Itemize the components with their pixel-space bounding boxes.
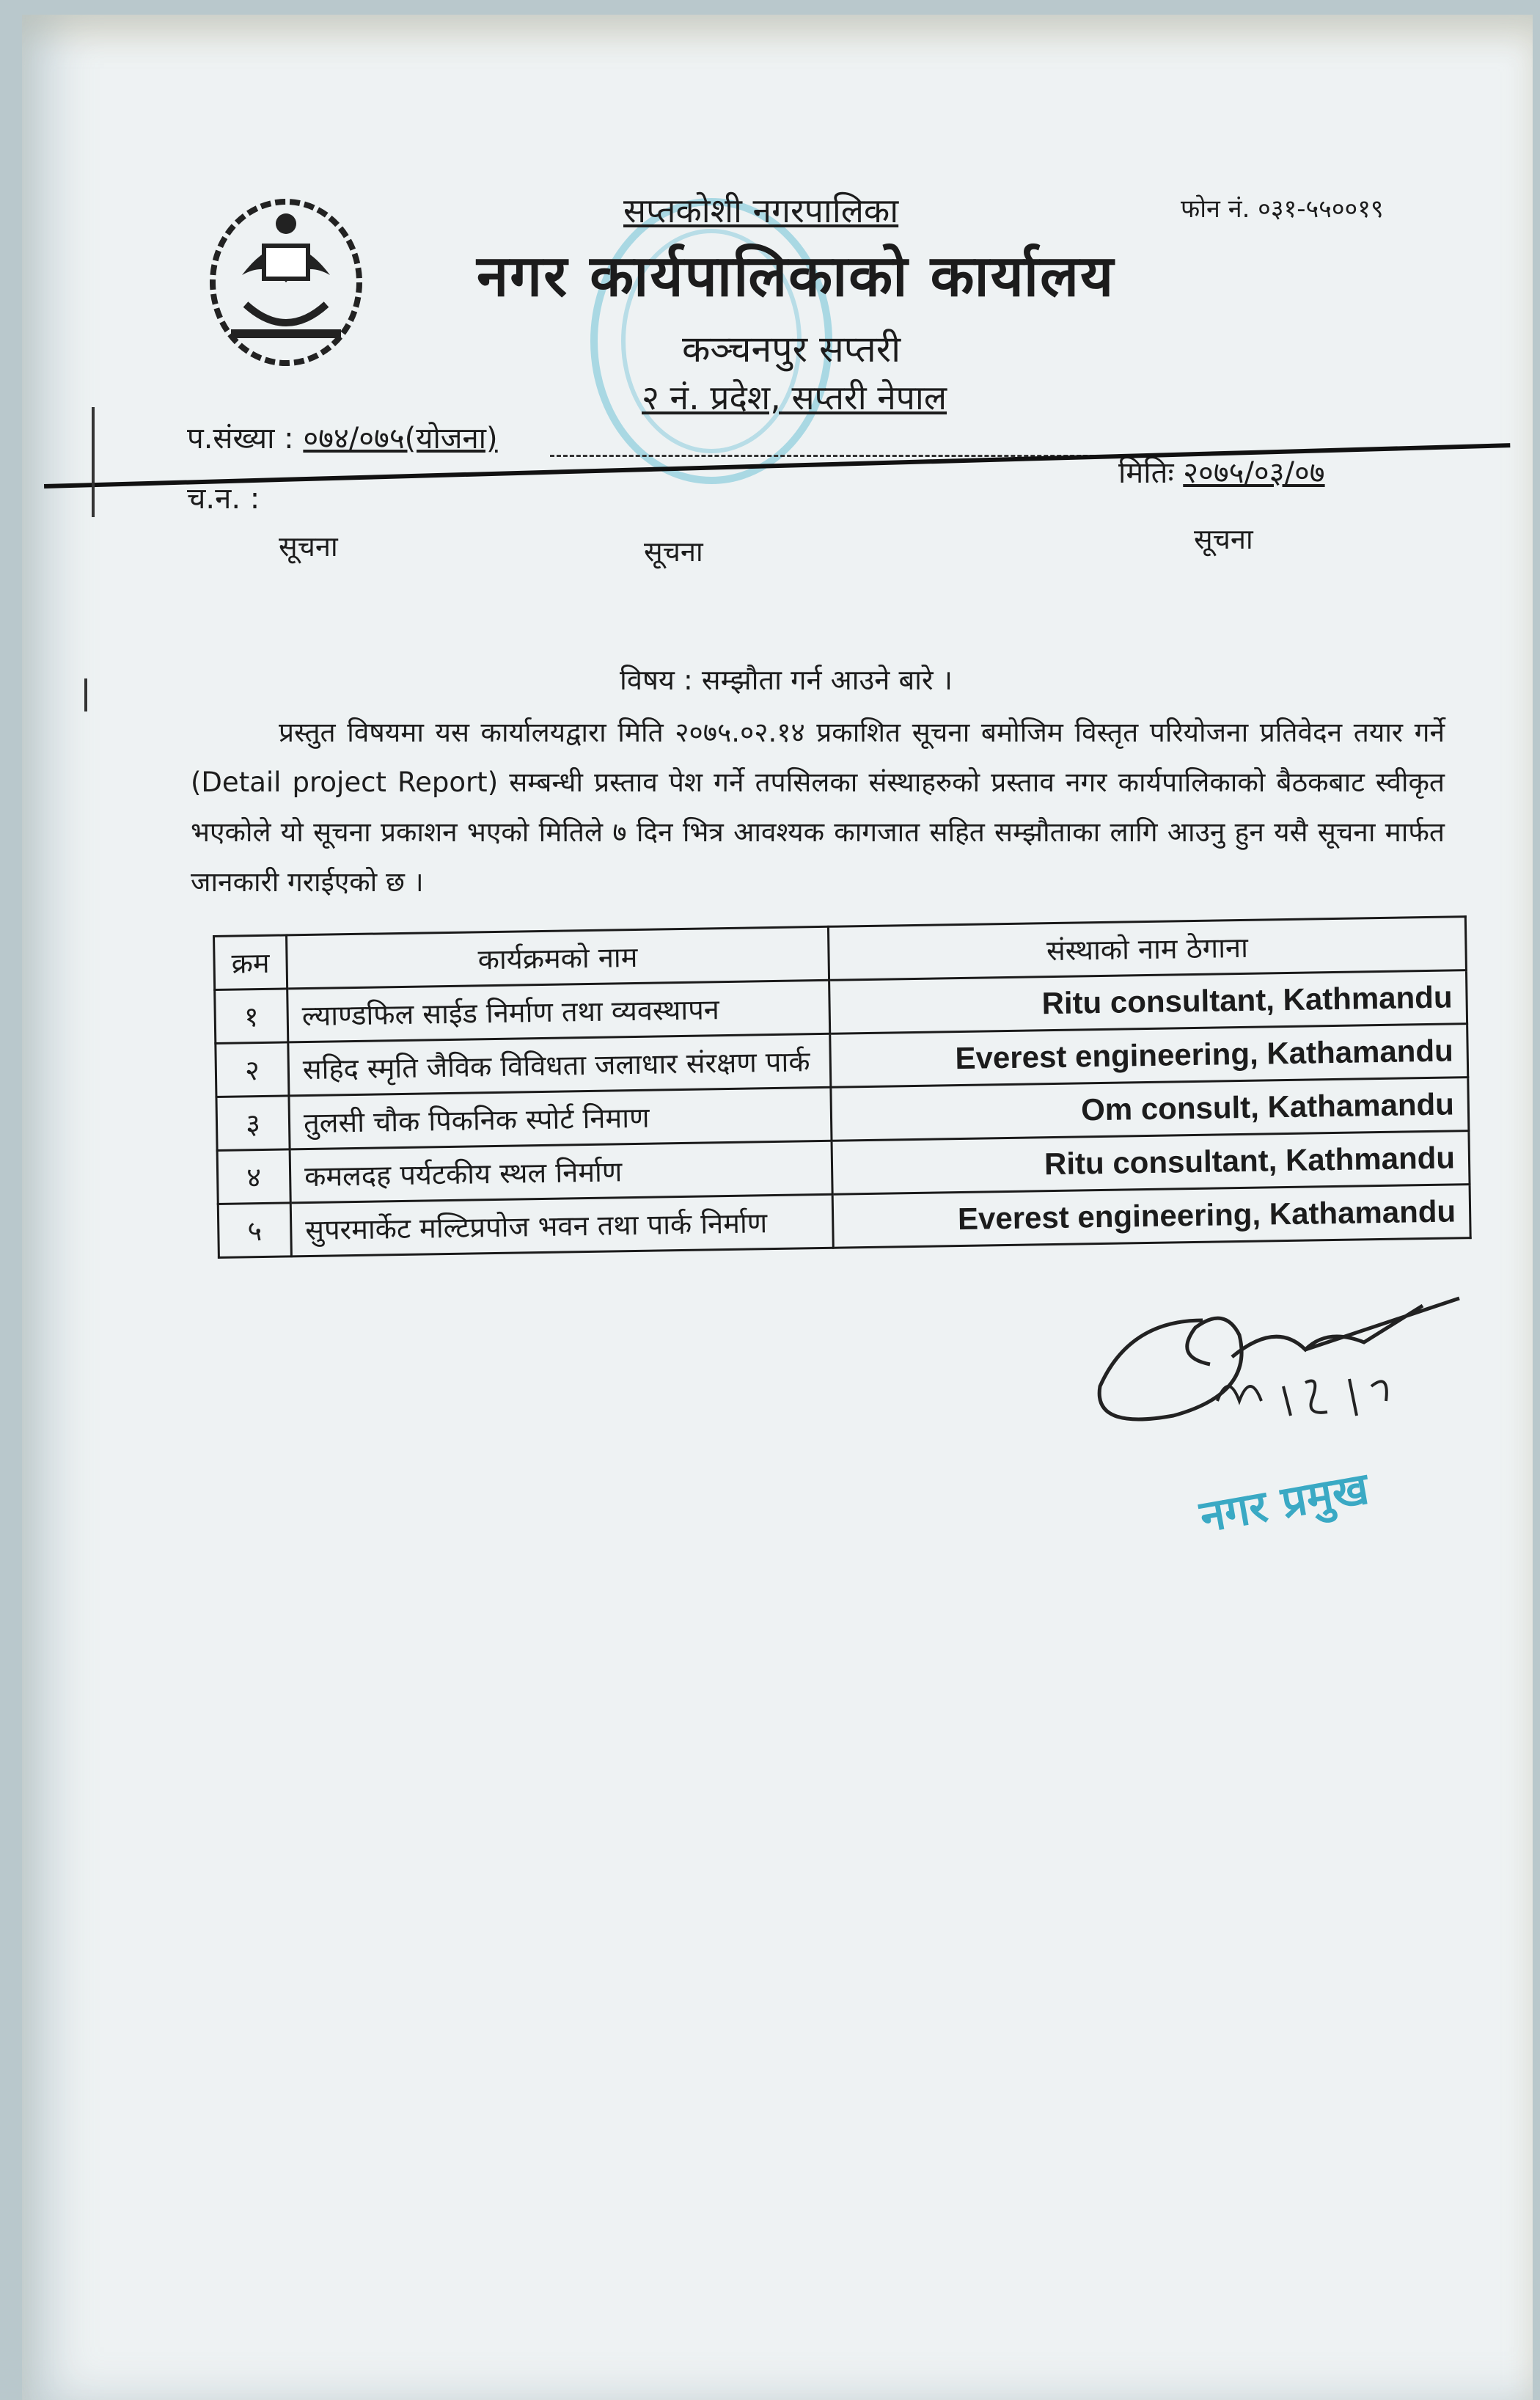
date-value: २०७५/०३/०७ xyxy=(1183,456,1325,490)
mayor-signature-icon xyxy=(1085,1276,1467,1452)
row-organization: Ritu consultant, Kathmandu xyxy=(829,970,1467,1034)
row-program: सुपरमार्केट मल्टिप्रपोज भवन तथा पार्क निर्माण xyxy=(290,1194,833,1256)
row-organization: Everest engineering, Kathamandu xyxy=(830,1024,1468,1088)
row-program: सहिद स्मृति जैविक विविधता जलाधार संरक्षण पार्क xyxy=(288,1033,831,1096)
row-program: तुलसी चौक पिकनिक स्पोर्ट निमाण xyxy=(289,1087,832,1149)
dispatch-number: च.न. : xyxy=(187,482,260,516)
office-title: नगर कार्यपालिकाको कार्यालय xyxy=(477,244,1115,310)
margin-tick xyxy=(84,678,87,711)
municipality-name: सप्तकोशी नगरपालिका xyxy=(623,191,899,230)
row-serial: १ xyxy=(215,989,288,1044)
row-program: कमलदह पर्यटकीय स्थल निर्माण xyxy=(290,1141,832,1203)
reference-label: प.संख्या : xyxy=(187,422,294,456)
column-header-serial: क्रम xyxy=(214,935,287,990)
column-header-program: कार्यक्रमको नाम xyxy=(287,926,829,989)
row-serial: २ xyxy=(216,1042,289,1097)
notice-label: सूचना xyxy=(1194,523,1253,555)
notice-body xyxy=(191,708,1445,907)
document-page xyxy=(22,15,1533,2400)
margin-line xyxy=(92,407,95,517)
subject-line: विषय : सम्झौता गर्न आउने बारे । xyxy=(620,664,953,696)
phone-number: फोन नं. ०३१-५५००१९ xyxy=(1181,194,1384,224)
office-province: २ नं. प्रदेश, सप्तरी नेपाल xyxy=(642,378,947,417)
row-serial: ५ xyxy=(218,1203,291,1258)
date-label: मितिः xyxy=(1118,456,1174,490)
notice-label: सूचना xyxy=(279,530,338,563)
mayor-title-stamp: नगर प्रमुख xyxy=(1196,1463,1373,1543)
reference-number xyxy=(187,417,498,457)
row-organization: Everest engineering, Kathamandu xyxy=(832,1185,1470,1248)
row-serial: ३ xyxy=(216,1096,290,1151)
row-serial: ४ xyxy=(217,1149,290,1204)
row-organization: Om consult, Kathamandu xyxy=(831,1078,1469,1141)
government-emblem-icon xyxy=(202,194,370,370)
reference-value: ०७४/०७५(योजना) xyxy=(303,422,498,456)
row-organization: Ritu consultant, Kathmandu xyxy=(832,1131,1470,1195)
row-program: ल्याण्डफिल साईड निर्माण तथा व्यवस्थापन xyxy=(287,980,830,1042)
notice-body-text: प्रस्तुत विषयमा यस कार्यालयद्वारा मिति २०७५.०२.१४ प्रकाशित सूचना बमोजिम विस्तृत परियोजना प्रतिवेदन तयार गर्ने (Detail project Report) सम्बन्धी प्रस्ताव पेश गर्ने तपसिलका संस्थाहरुको प्रस्ताव नगर कार्यपालिकाको बैठकबाट स्वीकृत भएकोले यो सूचना प्रकाशन भएको मितिले ७ दिन भित्र आवश्यक कागजात सहित सम्झौताका लागि आउनु हुन यसै सूचना मार्फत जानकारी गराईएको छ । xyxy=(191,717,1445,898)
office-location: कञ्चनपुर सप्तरी xyxy=(682,328,901,370)
notice-label: सूचना xyxy=(644,535,703,568)
project-table xyxy=(213,915,1472,1259)
column-header-organization: संस्थाको नाम ठेगाना xyxy=(828,917,1466,981)
